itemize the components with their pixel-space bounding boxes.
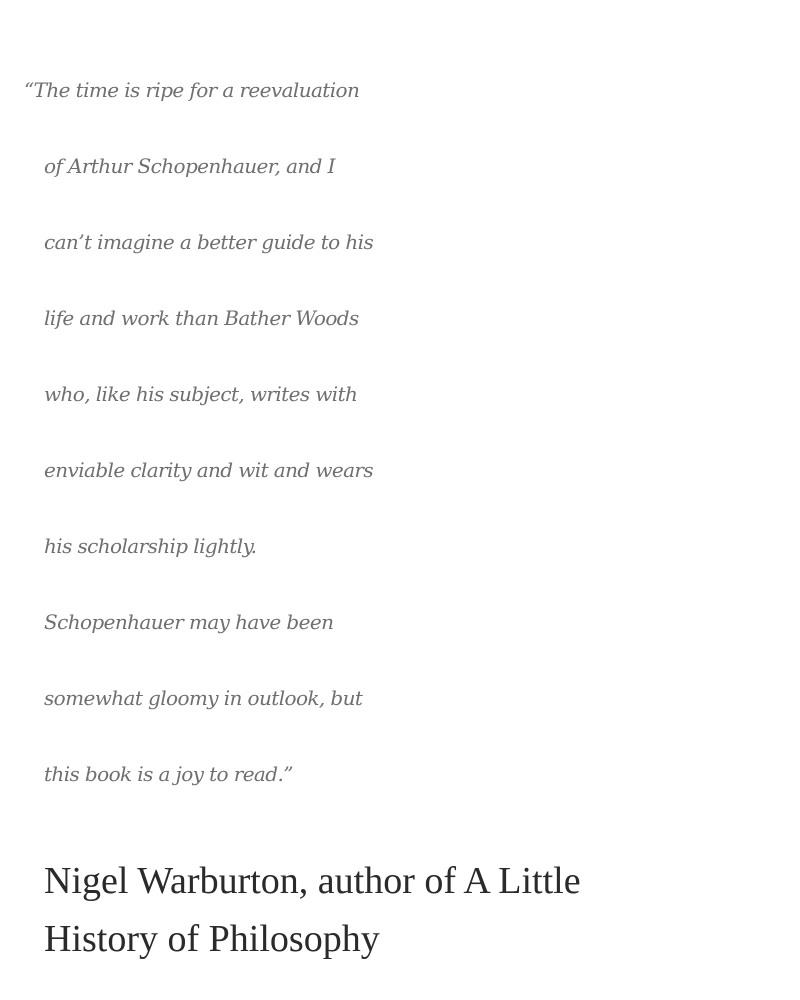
quote-line: can’t imagine a better guide to his <box>44 230 374 254</box>
blurb-quote <box>24 52 784 812</box>
quote-line: enviable clarity and wit and wears <box>44 458 374 482</box>
quote-line: this book is a joy to read.” <box>44 762 293 786</box>
quote-line: Schopenhauer may have been <box>44 610 334 634</box>
quote-line: somewhat gloomy in outlook, but <box>44 686 363 710</box>
quote-line: life and work than Bather Woods <box>44 306 359 330</box>
quote-line: who, like his subject, writes with <box>44 382 358 406</box>
quote-line: of Arthur Schopenhauer, and I <box>44 154 335 178</box>
attribution-line: Nigel Warburton, author of A Little <box>44 860 581 902</box>
quote-line: “The time is ripe for a reevaluation <box>24 78 360 102</box>
quote-attribution <box>44 852 764 968</box>
attribution-line: History of Philosophy <box>44 918 380 960</box>
quote-line: his scholarship lightly. <box>44 534 257 558</box>
